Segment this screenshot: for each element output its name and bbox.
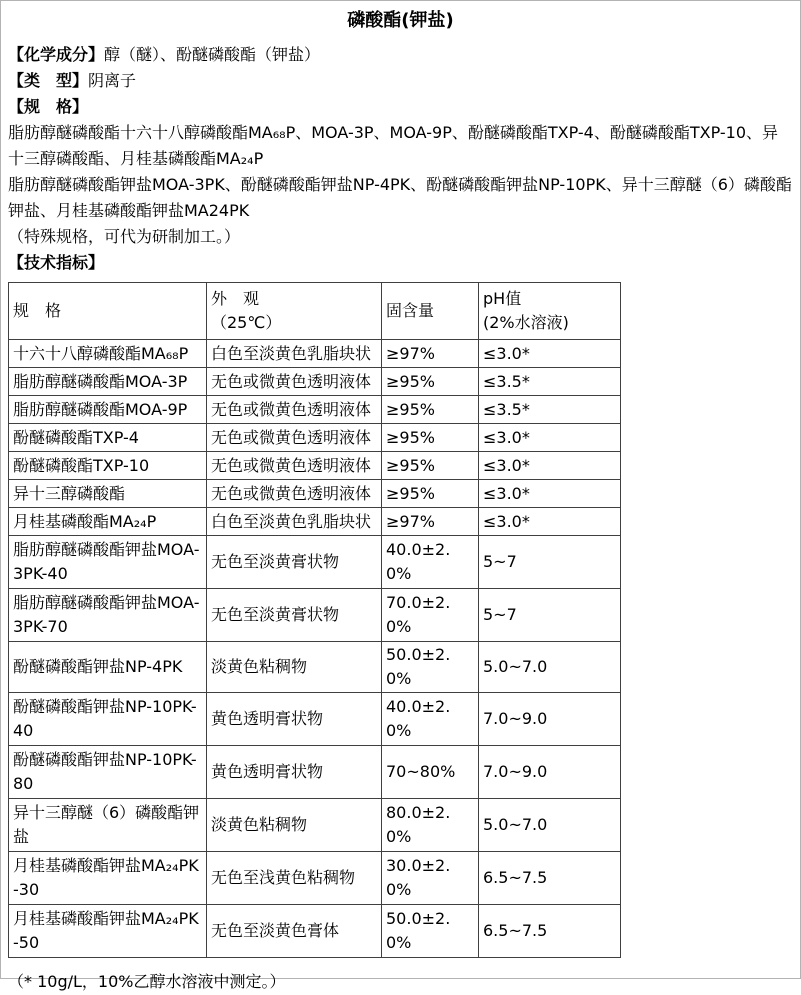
- cell-spec: 脂肪醇醚磷酸酯MOA-3P: [9, 368, 207, 396]
- cell-appearance: 无色或微黄色透明液体: [207, 368, 382, 396]
- special-spec-note: （特殊规格，可代为研制加工。）: [8, 227, 241, 246]
- cell-ph-value: 5.0~7.0: [479, 642, 621, 693]
- table-row: [9, 508, 621, 536]
- cell-solid-content: 70.0±2.0%: [382, 589, 479, 642]
- cell-ph-value: 7.0~9.0: [479, 693, 621, 746]
- table-row: [9, 424, 621, 452]
- cell-ph-value: ≤3.0*: [479, 480, 621, 508]
- cell-ph-value: 5.0~7.0: [479, 799, 621, 852]
- cell-appearance: 淡黄色粘稠物: [207, 799, 382, 852]
- header-cell-ph: [479, 283, 621, 340]
- table-row: [9, 589, 621, 642]
- field-specification: [8, 94, 793, 120]
- cell-spec: 脂肪醇醚磷酸酯钾盐MOA-3PK-40: [9, 536, 207, 589]
- spec-paragraph-esters: 脂肪醇醚磷酸酯十六十八醇磷酸酯MA₆₈P、MOA-3P、MOA-9P、酚醚磷酸酯TXP-4、酚醚磷酸酯TXP-10、异十三醇磷酸酯、月桂基磷酸酯MA₂₄P: [8, 123, 779, 168]
- table-row: [9, 340, 621, 368]
- cell-appearance: 白色至淡黄色乳脂块状: [207, 340, 382, 368]
- cell-ph-value: 5~7: [479, 536, 621, 589]
- cell-ph-value: 5~7: [479, 589, 621, 642]
- spec-paragraph-potassium-salts: 脂肪醇醚磷酸酯钾盐MOA-3PK、酚醚磷酸酯钾盐NP-4PK、酚醚磷酸酯钾盐NP-10PK、异十三醇醚（6）磷酸酯钾盐、月桂基磷酸酯钾盐MA24PK: [8, 175, 792, 220]
- cell-solid-content: ≥95%: [382, 368, 479, 396]
- tech-indicators-heading: 【技术指标】: [8, 253, 105, 272]
- cell-appearance: 无色至淡黄膏状物: [207, 536, 382, 589]
- cell-spec: 十六十八醇磷酸酯MA₆₈P: [9, 340, 207, 368]
- cell-spec: 酚醚磷酸酯TXP-10: [9, 452, 207, 480]
- cell-spec: 异十三醇醚（6）磷酸酯钾盐: [9, 799, 207, 852]
- table-row: [9, 480, 621, 508]
- table-row: [9, 452, 621, 480]
- header-appearance-line2: （25℃）: [211, 313, 282, 332]
- cell-appearance: 无色或微黄色透明液体: [207, 424, 382, 452]
- cell-spec: 月桂基磷酸酯MA₂₄P: [9, 508, 207, 536]
- cell-solid-content: 40.0±2.0%: [382, 693, 479, 746]
- field-type: [8, 68, 793, 94]
- table-row: [9, 693, 621, 746]
- cell-spec: 酚醚磷酸酯钾盐NP-4PK: [9, 642, 207, 693]
- header-appearance-line1: 外 观: [211, 289, 260, 308]
- cell-solid-content: 40.0±2.0%: [382, 536, 479, 589]
- table-row: [9, 536, 621, 589]
- cell-spec: 月桂基磷酸酯钾盐MA₂₄PK-50: [9, 905, 207, 958]
- cell-ph-value: ≤3.0*: [479, 508, 621, 536]
- table-row: [9, 368, 621, 396]
- header-cell-spec: 规 格: [9, 283, 207, 340]
- cell-spec: 酚醚磷酸酯钾盐NP-10PK-80: [9, 746, 207, 799]
- cell-solid-content: ≥95%: [382, 480, 479, 508]
- table-row: [9, 905, 621, 958]
- cell-ph-value: ≤3.0*: [479, 340, 621, 368]
- cell-ph-value: ≤3.5*: [479, 368, 621, 396]
- cell-appearance: 淡黄色粘稠物: [207, 642, 382, 693]
- header-ph-line2: (2%水溶液): [483, 313, 569, 332]
- cell-appearance: 黄色透明膏状物: [207, 746, 382, 799]
- cell-ph-value: 6.5~7.5: [479, 852, 621, 905]
- cell-solid-content: ≥95%: [382, 424, 479, 452]
- cell-solid-content: ≥95%: [382, 452, 479, 480]
- cell-solid-content: 50.0±2.0%: [382, 905, 479, 958]
- cell-appearance: 无色至淡黄色膏体: [207, 905, 382, 958]
- field-chemical-composition: [8, 42, 793, 68]
- measurement-footnote: （* 10g/L，10%乙醇水溶液中测定。）: [8, 972, 286, 991]
- field-value: 醇（醚）、酚醚磷酸酯（钾盐）: [104, 45, 321, 64]
- cell-spec: 酚醚磷酸酯钾盐NP-10PK-40: [9, 693, 207, 746]
- field-label: 【类 型】: [8, 71, 89, 90]
- cell-appearance: 无色或微黄色透明液体: [207, 452, 382, 480]
- header-cell-solid-content: 固含量: [382, 283, 479, 340]
- cell-spec: 脂肪醇醚磷酸酯钾盐MOA-3PK-70: [9, 589, 207, 642]
- table-row: [9, 799, 621, 852]
- cell-solid-content: ≥97%: [382, 340, 479, 368]
- cell-spec: 脂肪醇醚磷酸酯MOA-9P: [9, 396, 207, 424]
- header-cell-appearance: [207, 283, 382, 340]
- header-ph-line1: pH值: [483, 289, 522, 308]
- field-label: 【规 格】: [8, 97, 89, 116]
- table-row: [9, 642, 621, 693]
- cell-solid-content: 70~80%: [382, 746, 479, 799]
- table-row: [9, 746, 621, 799]
- cell-ph-value: ≤3.0*: [479, 424, 621, 452]
- field-label: 【化学成分】: [8, 45, 105, 64]
- table-row: [9, 852, 621, 905]
- tech-indicators-table: [8, 282, 621, 958]
- cell-appearance: 白色至淡黄色乳脂块状: [207, 508, 382, 536]
- cell-spec: 酚醚磷酸酯TXP-4: [9, 424, 207, 452]
- cell-solid-content: 80.0±2.0%: [382, 799, 479, 852]
- cell-appearance: 无色或微黄色透明液体: [207, 396, 382, 424]
- cell-solid-content: 50.0±2.0%: [382, 642, 479, 693]
- cell-solid-content: ≥97%: [382, 508, 479, 536]
- cell-appearance: 无色或微黄色透明液体: [207, 480, 382, 508]
- cell-solid-content: 30.0±2.0%: [382, 852, 479, 905]
- cell-ph-value: ≤3.5*: [479, 396, 621, 424]
- cell-solid-content: ≥95%: [382, 396, 479, 424]
- page-title: 磷酸酯(钾盐): [347, 10, 454, 31]
- cell-appearance: 无色至淡黄膏状物: [207, 589, 382, 642]
- cell-appearance: 无色至浅黄色粘稠物: [207, 852, 382, 905]
- cell-ph-value: 6.5~7.5: [479, 905, 621, 958]
- table-row: [9, 396, 621, 424]
- cell-ph-value: ≤3.0*: [479, 452, 621, 480]
- cell-ph-value: 7.0~9.0: [479, 746, 621, 799]
- table-header-row: [9, 283, 621, 340]
- cell-spec: 异十三醇磷酸酯: [9, 480, 207, 508]
- cell-spec: 月桂基磷酸酯钾盐MA₂₄PK-30: [9, 852, 207, 905]
- cell-appearance: 黄色透明膏状物: [207, 693, 382, 746]
- field-value: 阴离子: [88, 71, 137, 90]
